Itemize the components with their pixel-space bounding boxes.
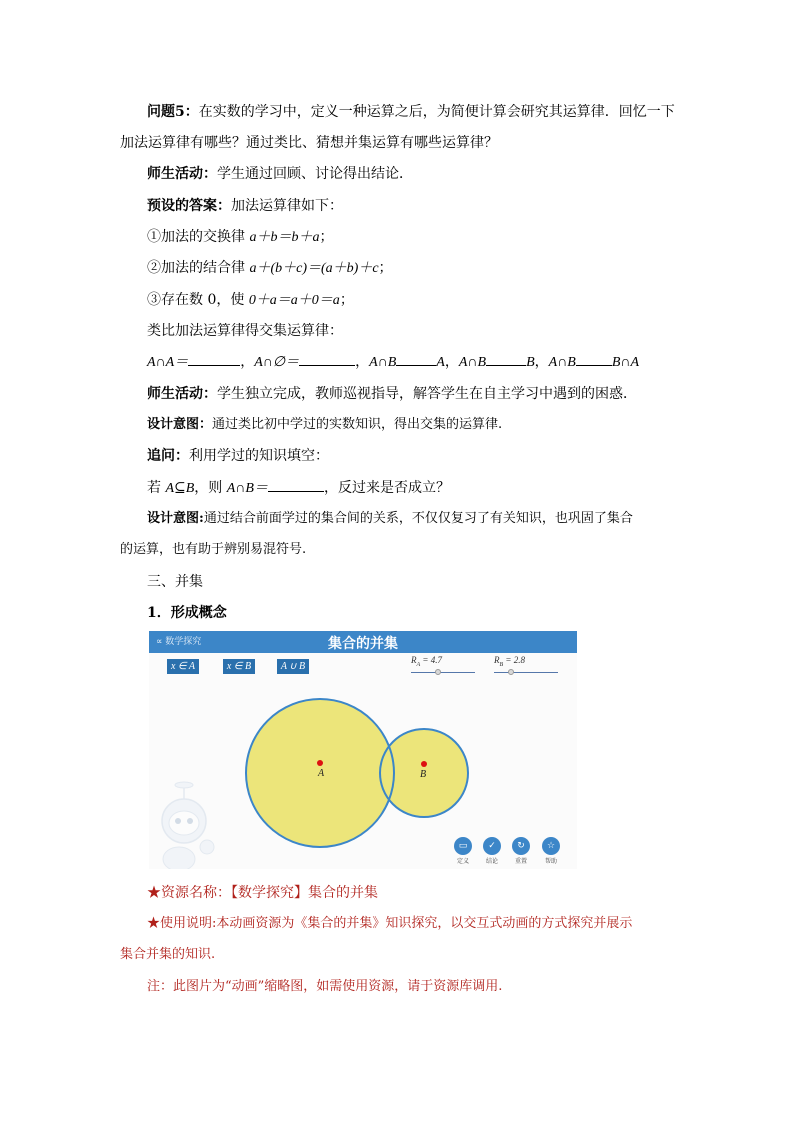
law-commutative bbox=[147, 226, 707, 249]
fill-expr-8: B∩A bbox=[611, 355, 640, 370]
blank-1[interactable] bbox=[188, 352, 240, 366]
radius-a-symbol: R bbox=[411, 655, 417, 665]
mascot-robot-icon bbox=[162, 782, 214, 869]
question-5-line-1 bbox=[147, 101, 707, 123]
definition-label: 定义 bbox=[456, 858, 469, 865]
question-5-text: 在实数的学习中，定义一种运算之后，为简便计算会研究其运算律．回忆一下 bbox=[198, 104, 675, 120]
definition-button[interactable] bbox=[452, 837, 474, 865]
radius-b-subscript: B bbox=[499, 661, 504, 668]
subset-fill-blank bbox=[147, 477, 707, 500]
fill-expr-4: A bbox=[436, 355, 445, 370]
preset-answer bbox=[147, 195, 707, 217]
blank-6[interactable] bbox=[268, 478, 324, 492]
center-point-a[interactable] bbox=[317, 760, 323, 766]
design-intent-1-text: 通过类比初中学过的实数知识，得出交集的运算律. bbox=[212, 417, 503, 432]
label-a: A bbox=[318, 768, 325, 779]
subset-condition: A⊆B bbox=[165, 481, 195, 496]
resource-usage-label: ★使用说明: bbox=[147, 916, 217, 931]
help-button[interactable] bbox=[540, 837, 562, 865]
law-commutative-formula: a＋b＝b＋a bbox=[249, 230, 320, 245]
design-intent-2-line-1 bbox=[147, 508, 707, 530]
fill-expr-5: A∩B bbox=[458, 355, 487, 370]
subsection-heading: 1．形成概念 bbox=[147, 605, 227, 621]
design-intent-2-line-2: 的运算，也有助于辨别易混符号. bbox=[120, 542, 307, 557]
law-identity-end: ； bbox=[339, 292, 354, 308]
radius-a-value: = 4.7 bbox=[420, 655, 442, 665]
x-in-b-button[interactable]: x ∈ B bbox=[223, 659, 255, 674]
panel-header bbox=[149, 631, 577, 653]
activity-2 bbox=[147, 383, 707, 405]
design-intent-1 bbox=[147, 414, 707, 436]
question-5-label: 问题5： bbox=[147, 104, 199, 120]
activity-1-text: 学生通过回顾、讨论得出结论． bbox=[217, 166, 413, 182]
panel-title: 集合的并集 bbox=[328, 636, 398, 652]
law-identity-text: ③存在数 0，使 bbox=[147, 292, 249, 308]
resource-name-value: 【数学探究】集合的并集 bbox=[231, 885, 378, 901]
fill-sep-3: ， bbox=[444, 354, 459, 370]
law-associative-end: ； bbox=[378, 260, 393, 276]
blank-5[interactable] bbox=[576, 352, 612, 366]
x-in-a-button[interactable]: x ∈ A bbox=[167, 659, 199, 674]
fill-expr-7: A∩B bbox=[548, 355, 576, 370]
blank-2[interactable] bbox=[299, 352, 355, 366]
radius-b-value: = 2.8 bbox=[503, 655, 525, 665]
law-associative-text: ②加法的结合律 bbox=[147, 260, 250, 276]
resource-usage-text: 本动画资源为《集合的并集》知识探究，以交互式动画的方式探究并展示 bbox=[216, 916, 633, 931]
preset-answer-text: 加法运算律如下： bbox=[231, 198, 343, 214]
subset-then: ，则 bbox=[194, 480, 227, 496]
follow-up bbox=[147, 445, 707, 467]
subset-question: ，反过来是否成立？ bbox=[323, 480, 450, 496]
radius-a-subscript: A bbox=[416, 661, 421, 668]
law-identity-formula: 0＋a＝a＋0＝a bbox=[248, 293, 340, 308]
subset-prefix: 若 bbox=[147, 480, 166, 496]
blank-4[interactable] bbox=[486, 352, 526, 366]
fill-expr-1: A∩A＝ bbox=[147, 355, 189, 370]
blank-3[interactable] bbox=[396, 352, 436, 366]
radius-b-symbol: R bbox=[494, 655, 500, 665]
subset-expr: A∩B＝ bbox=[226, 481, 268, 496]
refresh-icon: ↻ bbox=[512, 837, 530, 855]
question-5-line-2: 加法运算律有哪些？通过类比、猜想并集运算有哪些运算律？ bbox=[120, 135, 498, 151]
resource-usage-line-1 bbox=[147, 913, 707, 935]
fill-sep-2: ， bbox=[355, 354, 370, 370]
help-label: 帮助 bbox=[544, 858, 557, 865]
activity-1 bbox=[147, 163, 707, 185]
union-animation-thumbnail[interactable] bbox=[149, 631, 577, 869]
law-associative bbox=[147, 257, 707, 280]
resource-name bbox=[147, 882, 707, 904]
star-icon: ☆ bbox=[542, 837, 560, 855]
fill-sep-1: ， bbox=[240, 354, 255, 370]
design-intent-1-label: 设计意图： bbox=[147, 417, 213, 432]
conclusion-button[interactable] bbox=[481, 837, 503, 865]
preset-answer-label: 预设的答案： bbox=[147, 198, 231, 214]
design-intent-2-label: 设计意图: bbox=[147, 511, 204, 526]
section-heading: 三、并集 bbox=[147, 574, 203, 590]
reset-label: 重置 bbox=[514, 858, 527, 865]
fill-expr-6: B bbox=[526, 355, 535, 370]
center-point-b[interactable] bbox=[421, 761, 427, 767]
activity-2-text: 学生独立完成，教师巡视指导，解答学生在自主学习中遇到的困惑． bbox=[217, 386, 637, 402]
intersection-fill-blanks bbox=[147, 351, 707, 374]
design-intent-2-text: 通过结合前面学过的集合间的关系，不仅仅复习了有关知识，也巩固了集合 bbox=[203, 511, 633, 526]
activity-1-label: 师生活动： bbox=[147, 166, 217, 182]
label-b: B bbox=[420, 769, 427, 780]
law-commutative-text: ①加法的交换律 bbox=[147, 229, 250, 245]
document-icon: ▭ bbox=[454, 837, 472, 855]
resource-usage-line-2: 集合并集的知识. bbox=[120, 947, 216, 962]
analogy-text: 类比加法运算律得交集运算律： bbox=[147, 323, 343, 339]
check-icon: ✓ bbox=[483, 837, 501, 855]
law-identity bbox=[147, 289, 707, 312]
fill-expr-3: A∩B bbox=[369, 355, 397, 370]
law-associative-formula: a＋(b＋c)＝(a＋b)＋c bbox=[249, 261, 379, 276]
reset-button[interactable] bbox=[510, 837, 532, 865]
follow-up-label: 追问： bbox=[147, 448, 189, 464]
law-commutative-end: ； bbox=[319, 229, 334, 245]
panel-logo: ∝ 数学探究 bbox=[156, 637, 202, 647]
activity-2-label: 师生活动： bbox=[147, 386, 217, 402]
resource-name-label: ★资源名称： bbox=[147, 885, 231, 901]
a-union-b-button[interactable]: A ∪ B bbox=[277, 659, 309, 674]
fill-expr-2: A∩∅＝ bbox=[254, 355, 300, 370]
follow-up-text: 利用学过的知识填空： bbox=[189, 448, 329, 464]
resource-note: 注：此图片为“动画”缩略图，如需使用资源，请于资源库调用. bbox=[147, 979, 503, 994]
fill-sep-4: ， bbox=[534, 354, 549, 370]
conclusion-label: 结论 bbox=[485, 858, 498, 865]
